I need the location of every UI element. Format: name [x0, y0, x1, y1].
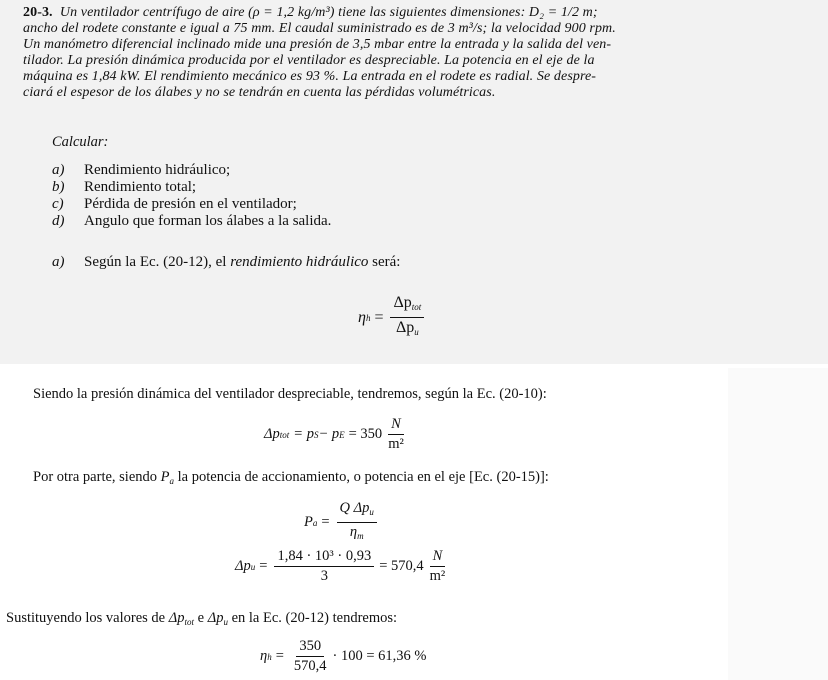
problem-line-2: ancho del rodete constante e igual a 75 mm. El caudal suministrado es de 3 m³/s; la velocidad 900 rpm.	[23, 21, 616, 36]
eq-symbol: η	[260, 648, 268, 664]
eq-subscript: E	[339, 429, 345, 440]
problem-number: 20-3.	[23, 5, 53, 20]
eq-result: · 100 = 61,36 %	[332, 648, 427, 664]
eq-value: = 570,4	[379, 558, 424, 574]
eq-subscript: h	[365, 312, 371, 323]
eq-subscript: a	[312, 517, 318, 528]
list-letter: b)	[52, 179, 65, 195]
list-letter: a)	[52, 162, 65, 178]
problem-line-6: ciará el espesor de los álabes y no se tendrán en cuenta las pérdidas volumétricas.	[23, 85, 496, 100]
solution-paragraph-4	[6, 610, 397, 627]
problem-line-5: máquina es 1,84 kW. El rendimiento mecánico es 93 %. La entrada en el rodete es radial. Se despre-	[23, 69, 597, 84]
para-subscript: tot	[184, 617, 194, 627]
solution-paragraph-2: Siendo la presión dinámica del ventilador despreciable, tendremos, según la Ec. (20-10):	[33, 386, 547, 402]
list-item	[52, 213, 331, 230]
equation-useful-pressure: Δp u = $\frac{\text{1,84 · 10³ · 0,93}}{3}$ = 570,4 $\frac{N}{\text{m²}}$	[235, 548, 451, 585]
equation-hydraulic-result: η h = $\frac{350}{570,4}$ · 100 = 61,36 %	[260, 638, 427, 674]
solution-a-intro	[52, 254, 400, 271]
eq-numerator: 350	[296, 638, 324, 657]
unit-denominator: m²	[429, 568, 446, 584]
intro-emphasis: rendimiento hidráulico	[230, 254, 369, 270]
para-text: Sustituyendo los valores de	[6, 610, 169, 626]
eq-subscript: u	[250, 561, 256, 572]
eq-term: = p	[293, 426, 314, 442]
para-symbol: P	[160, 469, 170, 485]
para-text: e	[194, 610, 208, 626]
eq-fraction	[390, 294, 424, 341]
eq-subscript: m	[357, 531, 364, 541]
problem-line-1	[23, 5, 783, 21]
equation-shaft-power: P a = $\frac{Q \Delta p_u}{\eta_m}$	[304, 500, 380, 545]
list-text: Rendimiento total;	[84, 179, 197, 195]
eq-subscript: tot	[411, 302, 422, 312]
eq-subscript: u	[369, 507, 374, 517]
eq-subscript: h	[267, 651, 272, 662]
eq-term: − p	[318, 426, 340, 442]
eq-numerator: Q Δp	[339, 500, 370, 516]
eq-subscript: u	[414, 327, 419, 337]
eq-fraction	[291, 638, 330, 675]
calcular-heading: Calcular:	[52, 134, 109, 150]
list-text: Pérdida de presión en el ventilador;	[84, 196, 297, 212]
eq-symbol: Δp	[235, 558, 251, 574]
intro-text: Según la Ec. (20-12), el	[84, 254, 231, 270]
eq-unit	[427, 548, 449, 585]
unit-numerator: N	[430, 548, 446, 567]
problem-line-4: tilador. La presión dinámica producida por el ventilador es despreciable. La potencia en el eje de la	[23, 53, 595, 68]
para-text: en la Ec. (20-12) tendremos:	[227, 610, 398, 626]
para-text: la potencia de accionamiento, o potencia en el eje [Ec. (20-15)]:	[174, 469, 549, 485]
list-item	[52, 179, 196, 196]
eq-symbol: η	[358, 308, 366, 326]
eq-unit	[385, 416, 407, 453]
list-text: Rendimiento hidráulico;	[84, 162, 231, 178]
solution-paragraph-3	[33, 469, 549, 486]
problem-text-1: Un ventilador centrífugo de aire (ρ = 1,2 kg/m³) tiene las siguientes dimensiones: D₂ = 1/2 m;	[59, 5, 598, 20]
eq-numerator: 1,84 · 10³ · 0,93	[274, 548, 374, 567]
equation-total-pressure	[264, 416, 410, 453]
para-subscript: u	[223, 617, 228, 627]
eq-value: = 350	[348, 426, 383, 442]
margin-strip	[728, 368, 828, 680]
eq-fraction	[337, 500, 377, 545]
list-letter: d)	[52, 213, 65, 229]
eq-symbol: P	[304, 514, 313, 530]
unit-denominator: m²	[388, 436, 404, 452]
intro-text-end: será:	[368, 254, 401, 270]
eq-numerator: Δp	[393, 294, 412, 311]
solution-letter: a)	[52, 254, 65, 270]
eq-fraction	[274, 548, 374, 585]
list-item	[52, 196, 297, 213]
list-item	[52, 162, 230, 179]
eq-denominator: η	[349, 524, 358, 540]
list-text: Angulo que forman los álabes a la salida.	[84, 213, 332, 229]
para-subscript: a	[169, 476, 175, 486]
para-text: Por otra parte, siendo	[33, 469, 161, 485]
eq-denominator: 570,4	[293, 658, 327, 674]
solution-panel	[0, 368, 828, 680]
eq-denominator: Δp	[395, 319, 415, 336]
equation-hydraulic-efficiency: η h = $\frac{\Delta p_{tot}}{\Delta p_u}$	[358, 294, 427, 341]
para-symbol: Δp	[168, 610, 185, 626]
para-symbol: Δp	[207, 610, 224, 626]
eq-subscript: S	[313, 429, 319, 440]
problem-line-3: Un manómetro diferencial inclinado mide una presión de 3,5 mbar entre la entrada y la salida del ven-	[23, 37, 612, 52]
unit-numerator: N	[388, 416, 404, 435]
list-letter: c)	[52, 196, 64, 212]
eq-subscript: tot	[279, 429, 290, 440]
eq-denominator: 3	[320, 568, 328, 584]
eq-symbol: Δp	[264, 426, 280, 442]
